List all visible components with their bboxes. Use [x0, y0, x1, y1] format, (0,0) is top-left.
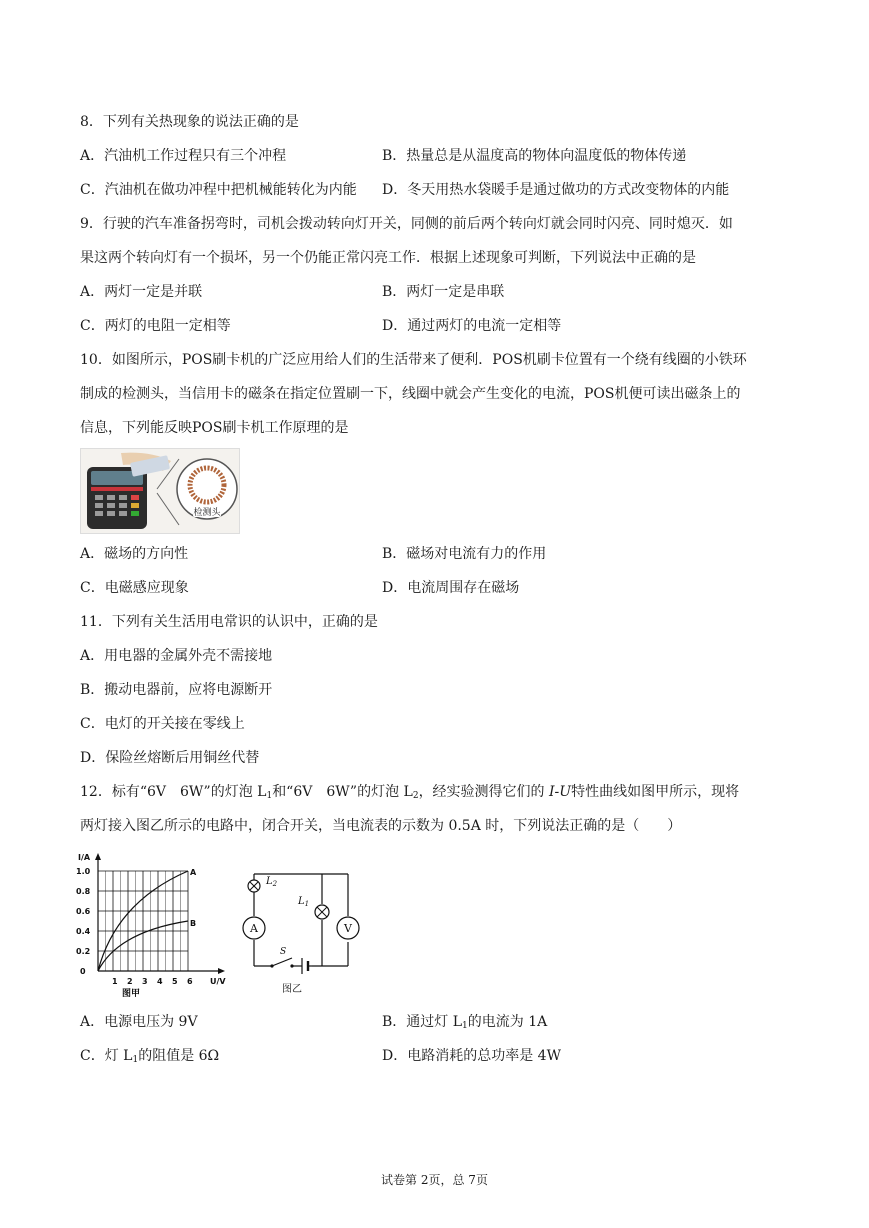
x-tick-3: 3 [142, 977, 148, 986]
detector-head-label: 检测头 [193, 508, 221, 518]
q12-stem-part4: 特性曲线如图甲所示，现将 [571, 784, 740, 800]
q12-option-d: D．电路消耗的总功率是 4W [382, 1048, 561, 1064]
pos-machine-figure [80, 448, 240, 534]
y-tick-0.4: 0.4 [76, 927, 91, 936]
q9-option-a: A．两灯一定是并联 [80, 284, 203, 300]
q10-option-c: C．电磁感应现象 [80, 580, 189, 596]
q12-option-b-part2: 的电流为 1A [467, 1014, 548, 1030]
q8-option-a: A．汽油机工作过程只有三个冲程 [80, 148, 287, 164]
q12-stem-part2: 和“6V 6W”的灯泡 L [272, 784, 413, 800]
ammeter-symbol: A [250, 922, 258, 935]
lamp-l2-label: $L_2$ [266, 876, 278, 888]
x-tick-1: 1 [112, 977, 118, 986]
q12-option-b [382, 1012, 547, 1036]
y-tick-0.6: 0.6 [76, 907, 91, 916]
q12-option-c-part2: 的阻值是 6Ω [138, 1048, 220, 1064]
q9-stem-line2: 果这两个转向灯有一个损坏，另一个仍能正常闪亮工作．根据上述现象可判断，下列说法中正确的是 [80, 250, 696, 266]
x-tick-6: 6 [187, 977, 193, 986]
page-footer: 试卷第 2页，总 7页 [381, 1173, 488, 1187]
q12-option-c [80, 1046, 219, 1070]
q12-stem-line1 [80, 782, 739, 806]
q9-option-c: C．两灯的电阻一定相等 [80, 318, 231, 334]
x-tick-2: 2 [127, 977, 133, 986]
lamp-l1-label: $L_1$ [298, 896, 310, 908]
y-tick-0: 0 [80, 967, 86, 976]
q12-option-b-sub: 1 [462, 1021, 468, 1031]
q10-stem-line2: 制成的检测头，当信用卡的磁条在指定位置刷一下，线圈中就会产生变化的电流，POS机便可读出磁条上的 [80, 386, 741, 402]
y-tick-0.2: 0.2 [76, 947, 91, 956]
q11-option-c: C．电灯的开关接在零线上 [80, 716, 245, 732]
q12-stem-part3: ，经实验测得它们的 [418, 784, 550, 800]
q12-option-c-sub: 1 [132, 1055, 139, 1065]
curve-a-label: A [190, 868, 197, 877]
q12-sub-1: 1 [266, 791, 273, 801]
y-tick-0.8: 0.8 [76, 887, 91, 896]
q12-stem-line2: 两灯接入图乙所示的电路中，闭合开关，当电流表的示数为 0.5A 时，下列说法正确的是（ ） [80, 818, 682, 834]
q12-sub-2: 2 [412, 791, 419, 801]
x-tick-4: 4 [157, 977, 163, 986]
circuit-diagram [236, 858, 360, 994]
q10-option-b: B．磁场对电流有力的作用 [382, 546, 547, 562]
q10-option-a: A．磁场的方向性 [80, 546, 189, 562]
q9-option-d: D．通过两灯的电流一定相等 [382, 318, 562, 334]
q12-option-c-part1: C．灯 L [80, 1048, 133, 1064]
q12-option-a: A．电源电压为 9V [80, 1014, 198, 1030]
q10-stem-line3: 信息，下列能反映POS刷卡机工作原理的是 [80, 420, 349, 436]
q8-option-b: B．热量总是从温度高的物体向温度低的物体传递 [382, 148, 687, 164]
q11-stem: 11．下列有关生活用电常识的认识中，正确的是 [80, 614, 378, 630]
q12-stem-part1: 12．标有“6V 6W”的灯泡 L [80, 784, 267, 800]
voltmeter-symbol: V [344, 922, 352, 935]
q9-stem-line1: 9．行驶的汽车准备拐弯时，司机会拨动转向灯开关，同侧的前后两个转向灯就会同时闪亮、同时熄灭．如 [80, 216, 733, 232]
q8-stem: 8．下列有关热现象的说法正确的是 [80, 114, 299, 130]
switch-label: S [280, 947, 287, 957]
graph-caption: 图甲 [122, 989, 141, 998]
graph-y-label: I/A [78, 853, 91, 862]
q12-option-b-part1: B．通过灯 L [382, 1014, 463, 1030]
q12-iu-symbol: I-U [549, 784, 572, 800]
q8-option-d: D．冬天用热水袋暖手是通过做功的方式改变物体的内能 [382, 182, 730, 198]
q11-option-b: B．搬动电器前，应将电源断开 [80, 682, 273, 698]
y-tick-1.0: 1.0 [76, 867, 91, 876]
circuit-caption: 图乙 [282, 984, 302, 994]
graph-x-label: U/V [210, 977, 226, 986]
iu-characteristic-graph [76, 850, 236, 998]
q11-option-d: D．保险丝熔断后用铜丝代替 [80, 750, 260, 766]
q10-option-d: D．电流周围存在磁场 [382, 580, 520, 596]
curve-b-label: B [190, 919, 197, 928]
pos-machine-illustration [81, 449, 239, 533]
q11-option-a: A．用电器的金属外壳不需接地 [80, 648, 273, 664]
x-tick-5: 5 [172, 977, 178, 986]
q8-option-c: C．汽油机在做功冲程中把机械能转化为内能 [80, 182, 357, 198]
q9-option-b: B．两灯一定是串联 [382, 284, 505, 300]
q10-stem-line1: 10．如图所示，POS刷卡机的广泛应用给人们的生活带来了便利．POS机刷卡位置有一个绕有线圈的小铁环 [80, 352, 747, 368]
